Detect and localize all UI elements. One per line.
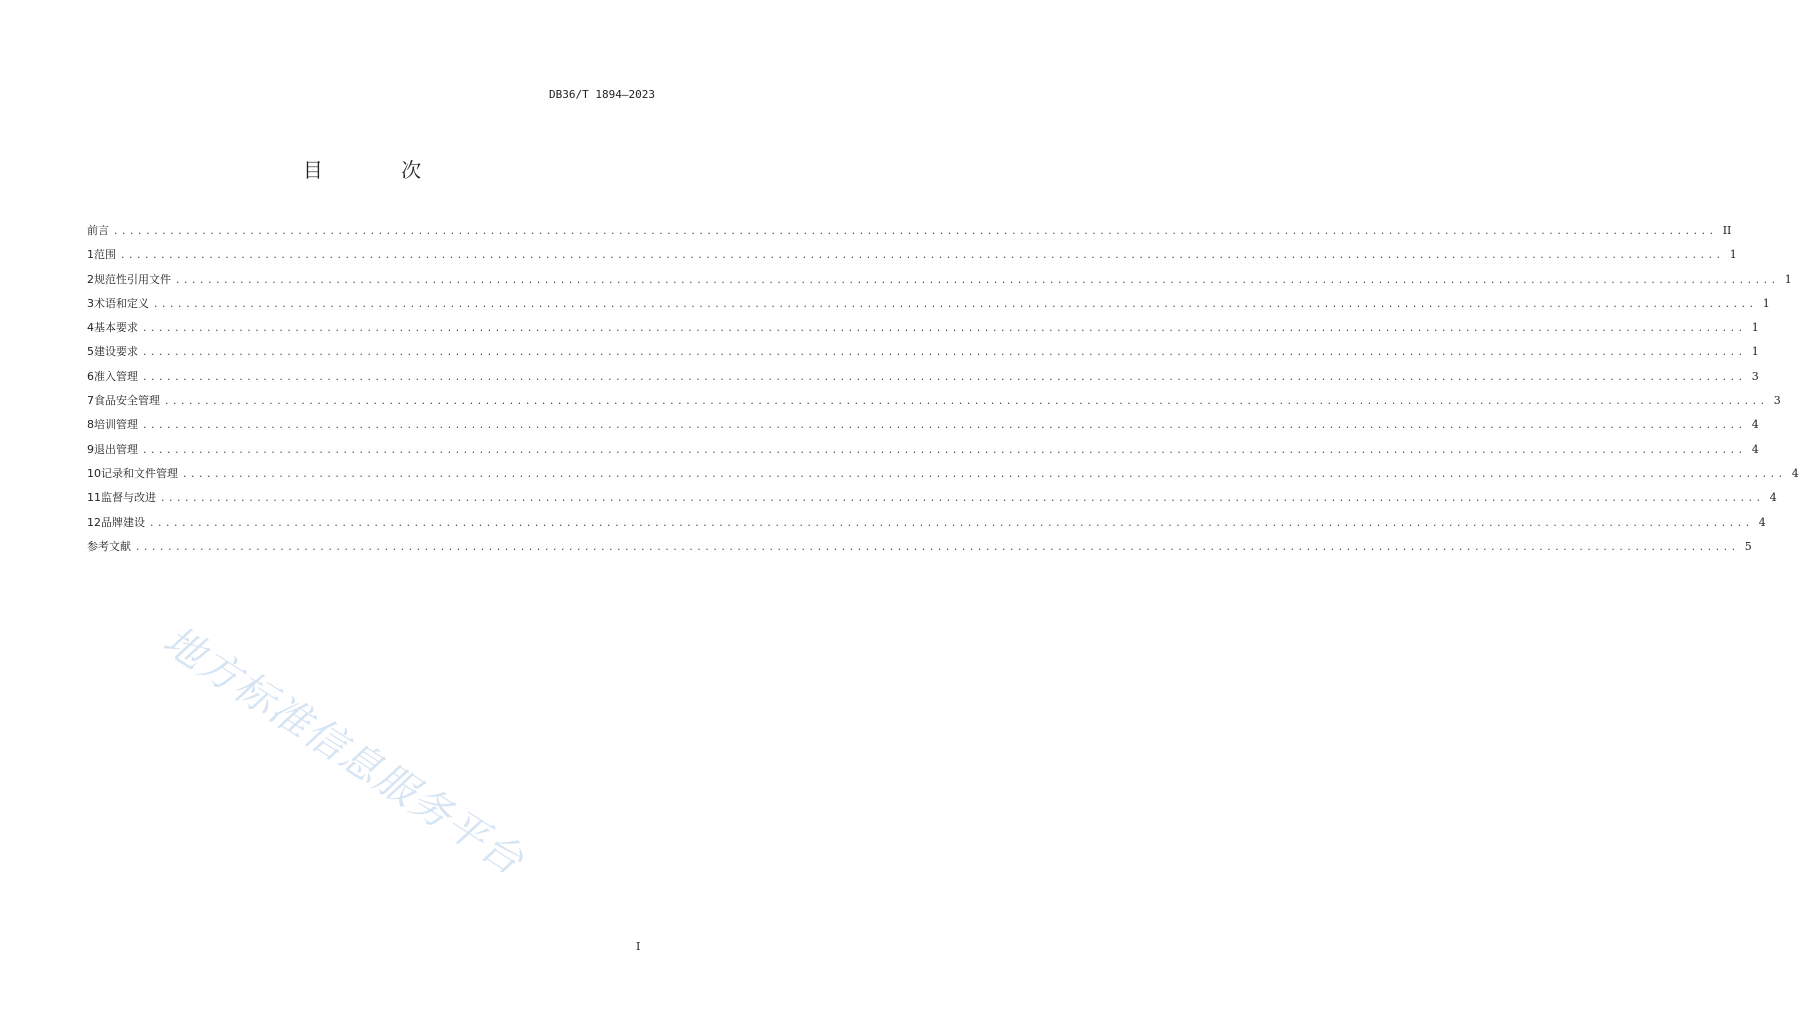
toc-entry[interactable] xyxy=(87,535,1752,559)
toc-entry-number: 2 xyxy=(87,272,94,286)
toc-leader-dots: ........................................................................................................................................................................................................ xyxy=(175,275,1779,286)
toc-entry-label: 建设要求 xyxy=(94,345,138,359)
toc-leader-dots: ........................................................................................................................................................................................................ xyxy=(153,299,1757,310)
toc-leader-dots: ........................................................................................................................................................................................................ xyxy=(135,542,1739,553)
toc-leader-dots: ........................................................................................................................................................................................................ xyxy=(120,251,1724,262)
toc-leader-dots: ........................................................................................................................................................................................................ xyxy=(149,518,1753,529)
toc-entry-number: 1 xyxy=(87,248,94,262)
toc-entry[interactable] xyxy=(87,389,1781,413)
toc-leader-dots: ........................................................................................................................................................................................................ xyxy=(142,445,1746,456)
toc-entry-label: 前言 xyxy=(87,224,109,237)
toc-leader-dots: ........................................................................................................................................................................................................ xyxy=(142,421,1746,432)
toc-entry-page: 1 xyxy=(1784,272,1792,286)
toc-leader-dots: ........................................................................................................................................................................................................ xyxy=(142,324,1746,335)
toc-entry-number: 8 xyxy=(87,418,94,432)
toc-entry[interactable] xyxy=(87,462,1799,486)
toc-entry-page: 4 xyxy=(1751,442,1759,456)
toc-entry[interactable] xyxy=(87,365,1759,389)
toc-leader-dots: ........................................................................................................................................................................................................ xyxy=(142,348,1746,359)
toc-entry-number: 4 xyxy=(87,321,94,335)
toc-entry[interactable] xyxy=(87,511,1766,535)
toc-title: 目 次 xyxy=(302,158,458,182)
toc-entry-number: 3 xyxy=(87,296,94,310)
toc-entry-page: 4 xyxy=(1751,418,1759,432)
toc-entry-number: 10 xyxy=(87,466,101,480)
toc-entry-number: 6 xyxy=(87,369,94,383)
toc-entry[interactable] xyxy=(87,219,1732,243)
toc-entry[interactable] xyxy=(87,292,1770,316)
toc-entry[interactable] xyxy=(87,438,1759,462)
toc-entry-label: 退出管理 xyxy=(94,442,138,456)
toc-entry-label: 记录和文件管理 xyxy=(101,466,178,480)
toc-entry[interactable] xyxy=(87,413,1759,437)
toc-entry-page: 1 xyxy=(1751,321,1759,335)
toc-entry[interactable] xyxy=(87,486,1777,510)
toc-entry[interactable] xyxy=(87,316,1759,340)
toc-entry-page: 1 xyxy=(1729,248,1737,262)
toc-leader-dots: ........................................................................................................................................................................................................ xyxy=(160,494,1764,505)
toc-entry[interactable] xyxy=(87,268,1792,292)
toc-leader-dots: ........................................................................................................................................................................................................ xyxy=(164,397,1768,408)
toc-entry-page: 1 xyxy=(1762,296,1770,310)
toc-entry-number: 7 xyxy=(87,394,94,408)
toc-entry-page: 5 xyxy=(1744,539,1752,553)
page-number: I xyxy=(636,940,641,953)
toc-entry-page: 1 xyxy=(1751,345,1759,359)
toc-entry-number: 12 xyxy=(87,515,101,529)
toc-entry[interactable] xyxy=(87,340,1759,364)
toc-entry-label: 规范性引用文件 xyxy=(94,272,171,286)
toc-leader-dots: ........................................................................................................................................................................................................ xyxy=(142,372,1746,383)
toc-entry-label: 培训管理 xyxy=(94,418,138,432)
toc-entry-label: 基本要求 xyxy=(94,321,138,335)
toc-entry-page: 3 xyxy=(1751,369,1759,383)
standard-code: DB36/T 1894—2023 xyxy=(549,88,655,101)
toc-leader-dots: ........................................................................................................................................................................................................ xyxy=(182,469,1786,480)
toc-entry-label: 准入管理 xyxy=(94,369,138,383)
table-of-contents xyxy=(87,219,1799,559)
toc-entry-page: II xyxy=(1722,224,1732,237)
toc-entry-number: 11 xyxy=(87,491,101,505)
toc-entry-label: 品牌建设 xyxy=(101,515,145,529)
toc-entry-number: 9 xyxy=(87,442,94,456)
toc-entry-page: 3 xyxy=(1773,394,1781,408)
toc-entry-label: 范围 xyxy=(94,248,116,262)
toc-entry[interactable] xyxy=(87,243,1737,267)
toc-entry-label: 监督与改进 xyxy=(101,491,156,505)
toc-entry-page: 4 xyxy=(1758,515,1766,529)
toc-entry-number: 5 xyxy=(87,345,94,359)
toc-entry-page: 4 xyxy=(1791,466,1799,480)
toc-entry-label: 术语和定义 xyxy=(94,296,149,310)
watermark: 地方标准信息服务平台 xyxy=(155,617,533,885)
toc-entry-label: 食品安全管理 xyxy=(94,394,160,408)
toc-entry-page: 4 xyxy=(1769,491,1777,505)
toc-entry-label: 参考文献 xyxy=(87,539,131,553)
toc-leader-dots: ........................................................................................................................................................................................................ xyxy=(113,227,1717,237)
